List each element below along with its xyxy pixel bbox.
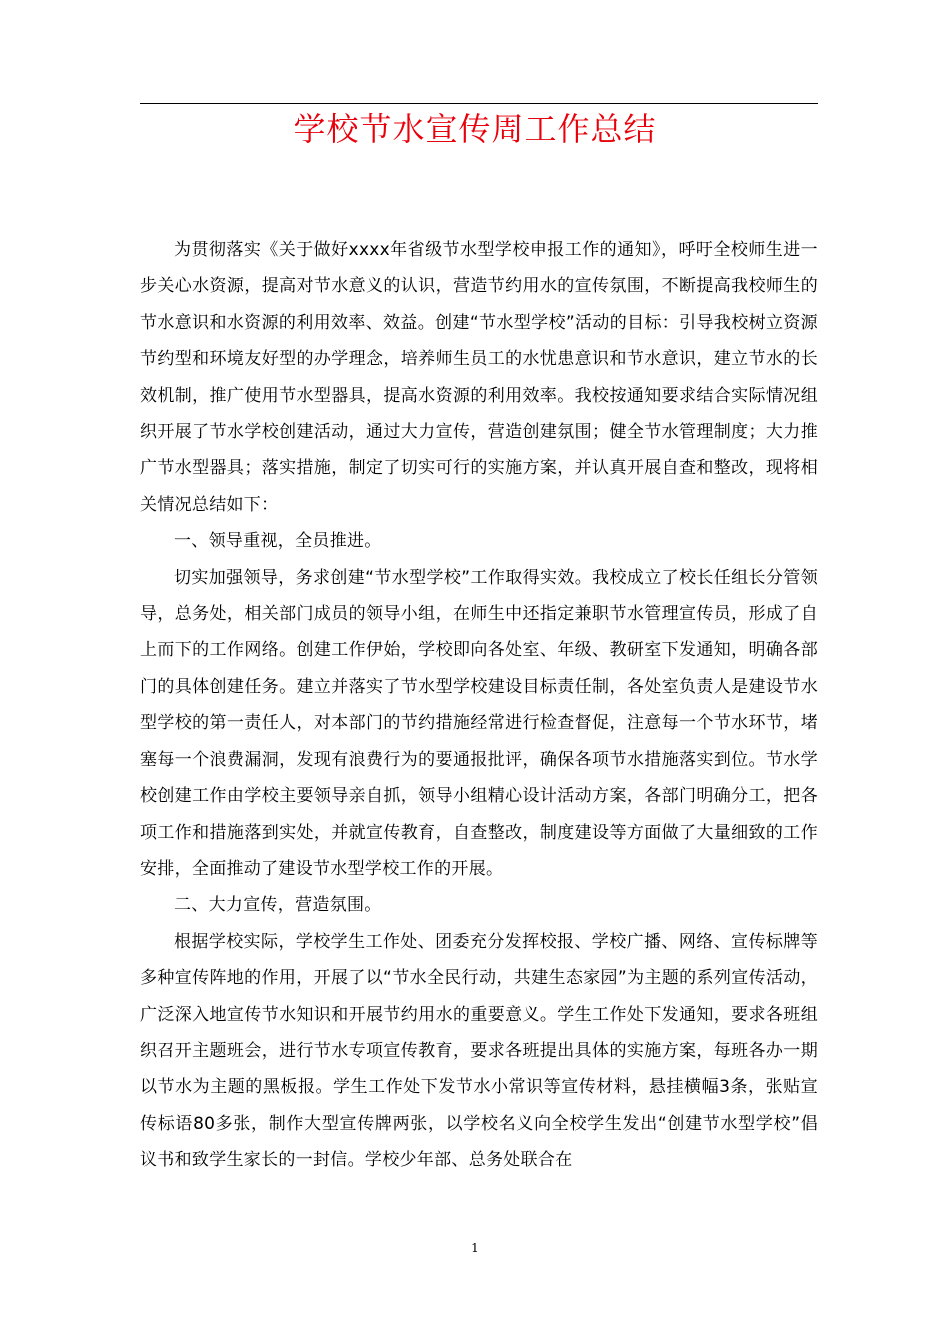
section-heading-1: 一、领导重视，全员推进。 [174,531,382,552]
page-number: 1 [471,1241,479,1255]
intro-paragraph: 为贯彻落实《关于做好xxxx年省级节水型学校申报工作的通知》，呼吁全校师生进一步关心水资源，提高对节水意义的认识，营造节约用水的宣传氛围，不断提高我校师生的节水意识和水资源的利用效率、效益。创建“节水型学校”活动的目标：引导我校树立资源节约型和环境友好型的办学理念，培养师生员工的水忧患意识和节水意识，建立节水的长效机制，推广使用节水型器具，提高水资源的利用效率。我校按通知要求结合实际情况组织开展了节水学校创建活动，通过大力宣传，营造创建氛围；健全节水管理制度；大力推广节水型器具；落实措施，制定了切实可行的实施方案，并认真开展自查和整改，现将相关情况总结如下： [140,240,818,515]
section-heading-2: 二、大力宣传，营造氛围。 [174,895,382,916]
document-title: 学校节水宣传周工作总结 [293,110,657,148]
document-body [140,232,818,1179]
section-2-paragraph: 根据学校实际，学校学生工作处、团委充分发挥校报、学校广播、网络、宣传标牌等多种宣传阵地的作用，开展了以“节水全民行动，共建生态家园”为主题的系列宣传活动，广泛深入地宣传节水知识和开展节约用水的重要意义。学生工作处下发通知，要求各班组织召开主题班会，进行节水专项宣传教育，要求各班提出具体的实施方案，每班各办一期以节水为主题的黑板报。学生工作处下发节水小常识等宣传材料，悬挂横幅3条，张贴宣传标语80多张，制作大型宣传牌两张，以学校名义向全校学生发出“创建节水型学校”倡议书和致学生家长的一封信。学校少年部、总务处联合在 [140,931,818,1171]
header-rule [140,103,818,104]
section-1-paragraph: 切实加强领导，务求创建“节水型学校”工作取得实效。我校成立了校长任组长分管领导，总务处，相关部门成员的领导小组，在师生中还指定兼职节水管理宣传员，形成了自上而下的工作网络。创建工作伊始，学校即向各处室、年级、教研室下发通知，明确各部门的具体创建任务。建立并落实了节水型学校建设目标责任制，各处室负责人是建设节水型学校的第一责任人，对本部门的节约措施经常进行检查督促，注意每一个节水环节，堵塞每一个浪费漏洞，发现有浪费行为的要通报批评，确保各项节水措施落实到位。节水学校创建工作由学校主要领导亲自抓，领导小组精心设计活动方案，各部门明确分工，把各项工作和措施落到实处，并就宣传教育，自查整改，制度建设等方面做了大量细致的工作安排，全面推动了建设节水型学校工作的开展。 [140,567,818,879]
